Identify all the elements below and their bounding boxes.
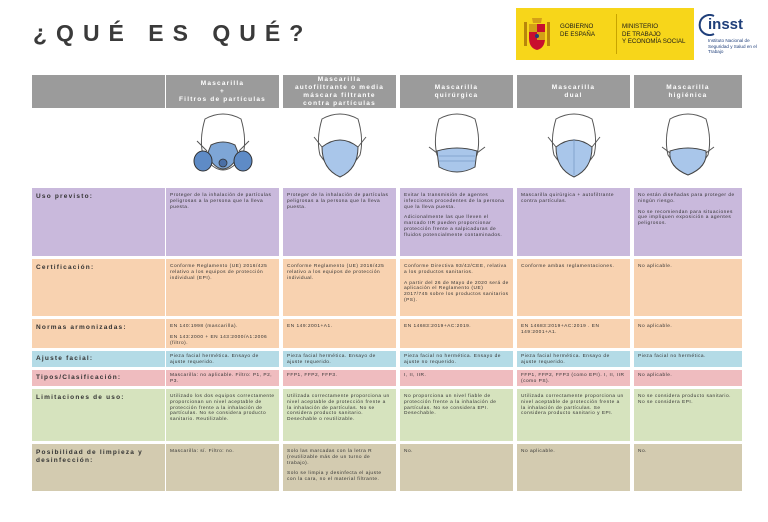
row-label-ajuste: Ajuste facial: — [32, 351, 165, 367]
hygienic-mask-icon — [658, 111, 718, 185]
table-cell: Pieza facial no hermética. — [634, 351, 742, 367]
table-cell: Pieza facial hermética. Ensayo de ajuste requerido. — [517, 351, 630, 367]
surgical-mask-icon — [427, 111, 487, 185]
table-cell: Solo las marcadas con la letra R (reutilizable más de un turno de trabajo). Solo se limpia y desinfecta el ajuste con la cara, no el material filtrante. — [283, 444, 396, 491]
table-cell: Proteger de la inhalación de partículas peligrosas a la persona que la lleva puesta. — [166, 188, 279, 256]
table-cell: Mascarilla: sí. Filtro: no. — [166, 444, 279, 491]
table-cell: Utilizada correctamente proporciona un nivel aceptable de protección frente a la inhalación de partículas. Se considera producto sanitario y EPI. — [517, 389, 630, 441]
table-cell: No aplicable. — [634, 319, 742, 348]
mask-image-cell — [517, 108, 630, 188]
table-cell: No aplicable. — [517, 444, 630, 491]
table-cell: EN 14683:2019+AC:2019. — [400, 319, 513, 348]
table-cell: Conforme Directiva 93/42/CEE, relativa a los productos sanitarios. A partir del 26 de Mayo de 2020 será de aplicación el Reglamento (UE) 2017/745 sobre los productos sanitarios (PS). — [400, 259, 513, 316]
ffp-mask-icon — [310, 111, 370, 185]
dual-mask-icon — [544, 111, 604, 185]
table-cell: No se considera producto sanitario. No se considera EPI. — [634, 389, 742, 441]
gobierno-logo — [516, 8, 694, 60]
table-cell: Utilizado los dos equipos correctamente proporcionan un nivel aceptable de protección frente a la inhalación de partículas. No se considera producto sanitario. Reutilizable. — [166, 389, 279, 441]
row-label-tipos: Tipos/Clasificación: — [32, 370, 165, 386]
table-cell: Mascarilla: no aplicable. Filtro: P1, P2, P3. — [166, 370, 279, 386]
mask-image-cell — [283, 108, 396, 188]
table-cell: EN 140:1998 (mascarilla). EN 143:2000 + EN 143:2000/A1:2006 (filtro). — [166, 319, 279, 348]
table-cell: No aplicable. — [634, 370, 742, 386]
table-cell: FFP1, FFP2, FFP3. — [283, 370, 396, 386]
table-cell: Evitar la transmisión de agentes infecciosos procedentes de la persona que la lleva puesta. Adicionalmente las que lleven el marcado IIR pueden proporcionar protección frente a salpicaduras de fluidos potencialmente contaminados. — [400, 188, 513, 256]
table-cell: Pieza facial no hermética. Ensayo de ajuste no requerido. — [400, 351, 513, 367]
column-header: Mascarilla quirúrgica — [400, 75, 513, 108]
mask-image-cell — [400, 108, 513, 188]
table-cell: Conforme ambas reglamentaciones. — [517, 259, 630, 316]
mask-image-cell — [166, 108, 279, 188]
page-title: ¿QUÉ ES QUÉ? — [33, 20, 313, 46]
row-label-normas: Normas armonizadas: — [32, 319, 165, 348]
header-empty-cell — [32, 75, 165, 108]
mask-image-cell — [634, 108, 742, 188]
row-label-certificacion: Certificación: — [32, 259, 165, 316]
table-cell: EN 149:2001+A1. — [283, 319, 396, 348]
table-cell: Conforme Reglamento (UE) 2016/425 relativo a los equipos de protección individual (EPI). — [166, 259, 279, 316]
row-label-limpieza: Posibilidad de limpieza y desinfección: — [32, 444, 165, 491]
gobierno-name: GOBIERNO DE ESPAÑA — [560, 23, 595, 38]
column-header: Mascarilla dual — [517, 75, 630, 108]
row-label-limitaciones: Limitaciones de uso: — [32, 389, 165, 441]
table-cell: Mascarilla quirúrgica + autofiltrante contra partículas. — [517, 188, 630, 256]
table-cell: Conforme Reglamento (UE) 2016/425 relativo a los equipos de protección individual. — [283, 259, 396, 316]
table-cell: Pieza facial hermética. Ensayo de ajuste requerido. — [166, 351, 279, 367]
table-cell: No. — [634, 444, 742, 491]
table-cell: EN 14683:2019+AC:2019 . EN 149:2001+A1. — [517, 319, 630, 348]
table-cell: No proporciona un nivel fiable de protección frente a la inhalación de partículas. No se considera EPI. Desechable. — [400, 389, 513, 441]
table-cell: No. — [400, 444, 513, 491]
table-cell: Pieza facial hermética. Ensayo de ajuste requerido. — [283, 351, 396, 367]
table-cell: Proteger de la inhalación de partículas peligrosas a la persona que la lleva puesta. — [283, 188, 396, 256]
insst-logo: insst Instituto Nacional de Seguridad y Salud en el Trabajo — [698, 14, 768, 60]
coat-of-arms-icon — [524, 16, 550, 52]
half-mask-respirator-icon — [193, 111, 253, 185]
table-cell: No están diseñadas para proteger de ningún riesgo. No se recomiendan para situaciones que impliquen exposición a agentes peligrosos. — [634, 188, 742, 256]
table-cell: FFP1, FFP2, FFP3 (como EPI). I, II, IIR (como PS). — [517, 370, 630, 386]
table-cell: Utilizada correctamente proporciona un nivel aceptable de protección frente a la inhalación de partículas. No se considera producto sanitario. Desechable o reutilizable. — [283, 389, 396, 441]
column-header: Mascarilla higiénica — [634, 75, 742, 108]
column-header: Mascarilla + Filtros de partículas — [166, 75, 279, 108]
table-cell: I, II, IIR. — [400, 370, 513, 386]
ministry-name: MINISTERIO DE TRABAJO Y ECONOMÍA SOCIAL — [622, 23, 686, 45]
table-cell: No aplicable. — [634, 259, 742, 316]
row-label-uso-previsto: Uso previsto: — [32, 188, 165, 256]
column-header: Mascarilla autofiltrante o media máscara filtrante contra partículas — [283, 75, 396, 108]
